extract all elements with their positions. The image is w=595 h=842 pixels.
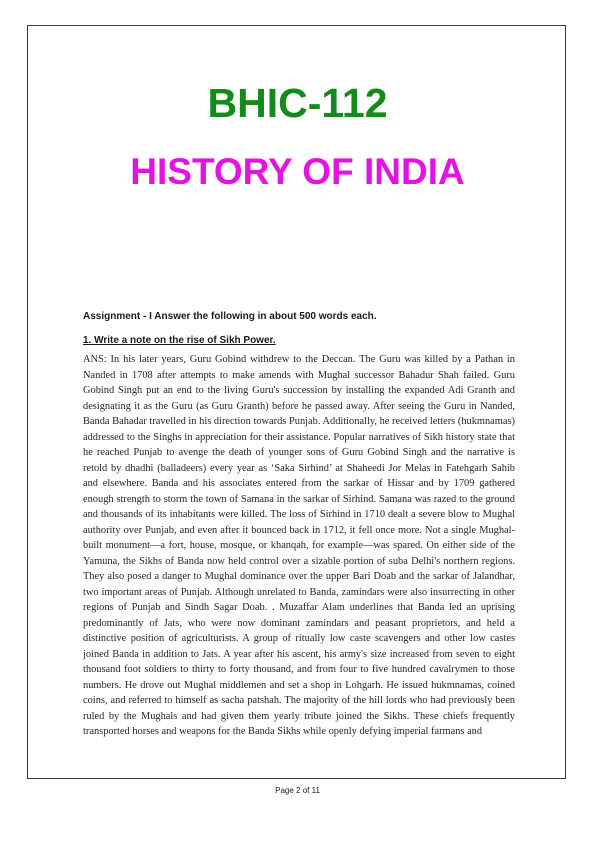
course-title: HISTORY OF INDIA: [130, 151, 465, 192]
question-heading: 1. Write a note on the rise of Sikh Power.: [83, 335, 276, 346]
assignment-heading: Assignment - I Answer the following in about 500 words each.: [83, 311, 377, 322]
page-number: Page 2 of 11: [275, 786, 320, 795]
answer-paragraph: ANS: In his later years, Guru Gobind withdrew to the Deccan. The Guru was killed by a Pathan in Nanded in 1708 after attempts to make amends with Mughal successor Bahadur Shah failed. Guru Gobind Singh put an end to the living Guru's succession by installing the expanded Adi Granth and designating it as the Guru (as Guru Granth) before he passed away. After seeing the Guru in Nanded, Banda Bahadar travelled in his direction towards Punjab. Additionally, he received letters (hukmnamas) addressed to the Singhs in appreciation for their assistance. Popular narratives of Sikh history state that he reached Punjab to avenge the death of younger sons of Guru Gobind Singh and the narrative is retold by dhadhi (balladeers) every year as ‘Saka Sirhind’ at Shaheedi Jor Melas in Fatehgarh Sahib and elsewhere. Banda and his associates entered from the sarkar of Hissar and by 1709 gathered enough strength to storm the town of Samana in the sarkar of Sirhind. Samana was razed to the ground and thousands of its inhabitants were killed. The loss of Sirhind in 1710 dealt a severe blow to Mughal authority over Punjab, and even after it bounced back in 1712, it fell once more. Not a single Mughal-built monument—a fort, house, mosque, or khanqah, for example—was spared. On either side of the Yamuna, the Sikhs of Banda now held control over a sizable portion of suba Delhi's northern regions. They also posed a danger to Mughal dominance over the upper Bari Doab and the sarkar of Jalandhar, two important areas of Punjab. Although unrelated to Banda, zamindars were also insurrecting in other regions of Punjab and Sindh Sagar Doab. . Muzaffar Alam underlines that Banda led an uprising predominantly of Jats, who were now dominant zamindars and peasant proprietors, and held a distinctive position of agriculturists. A group of ritually low caste scavengers and other low castes joined Banda in addition to Jats. A year after his ascent, his army's size increased from seven to eight thousand foot soldiers to thirty to forty thousand, and from four to five hundred cavalrymen to those numbers. He drove out Mughal middlemen and set a shop in Lohgarh. He issued hukmnamas, coined coins, and referred to himself as sacha patshah. The majority of the hill lords who had previously been ruled by the Mughals and had given them yearly tribute joined the Sikhs. These chiefs frequently transported horses and weapons for the Banda Sikhs while openly defying imperial farmans and: [83, 354, 515, 737]
course-code-title: BHIC-112: [207, 80, 388, 126]
